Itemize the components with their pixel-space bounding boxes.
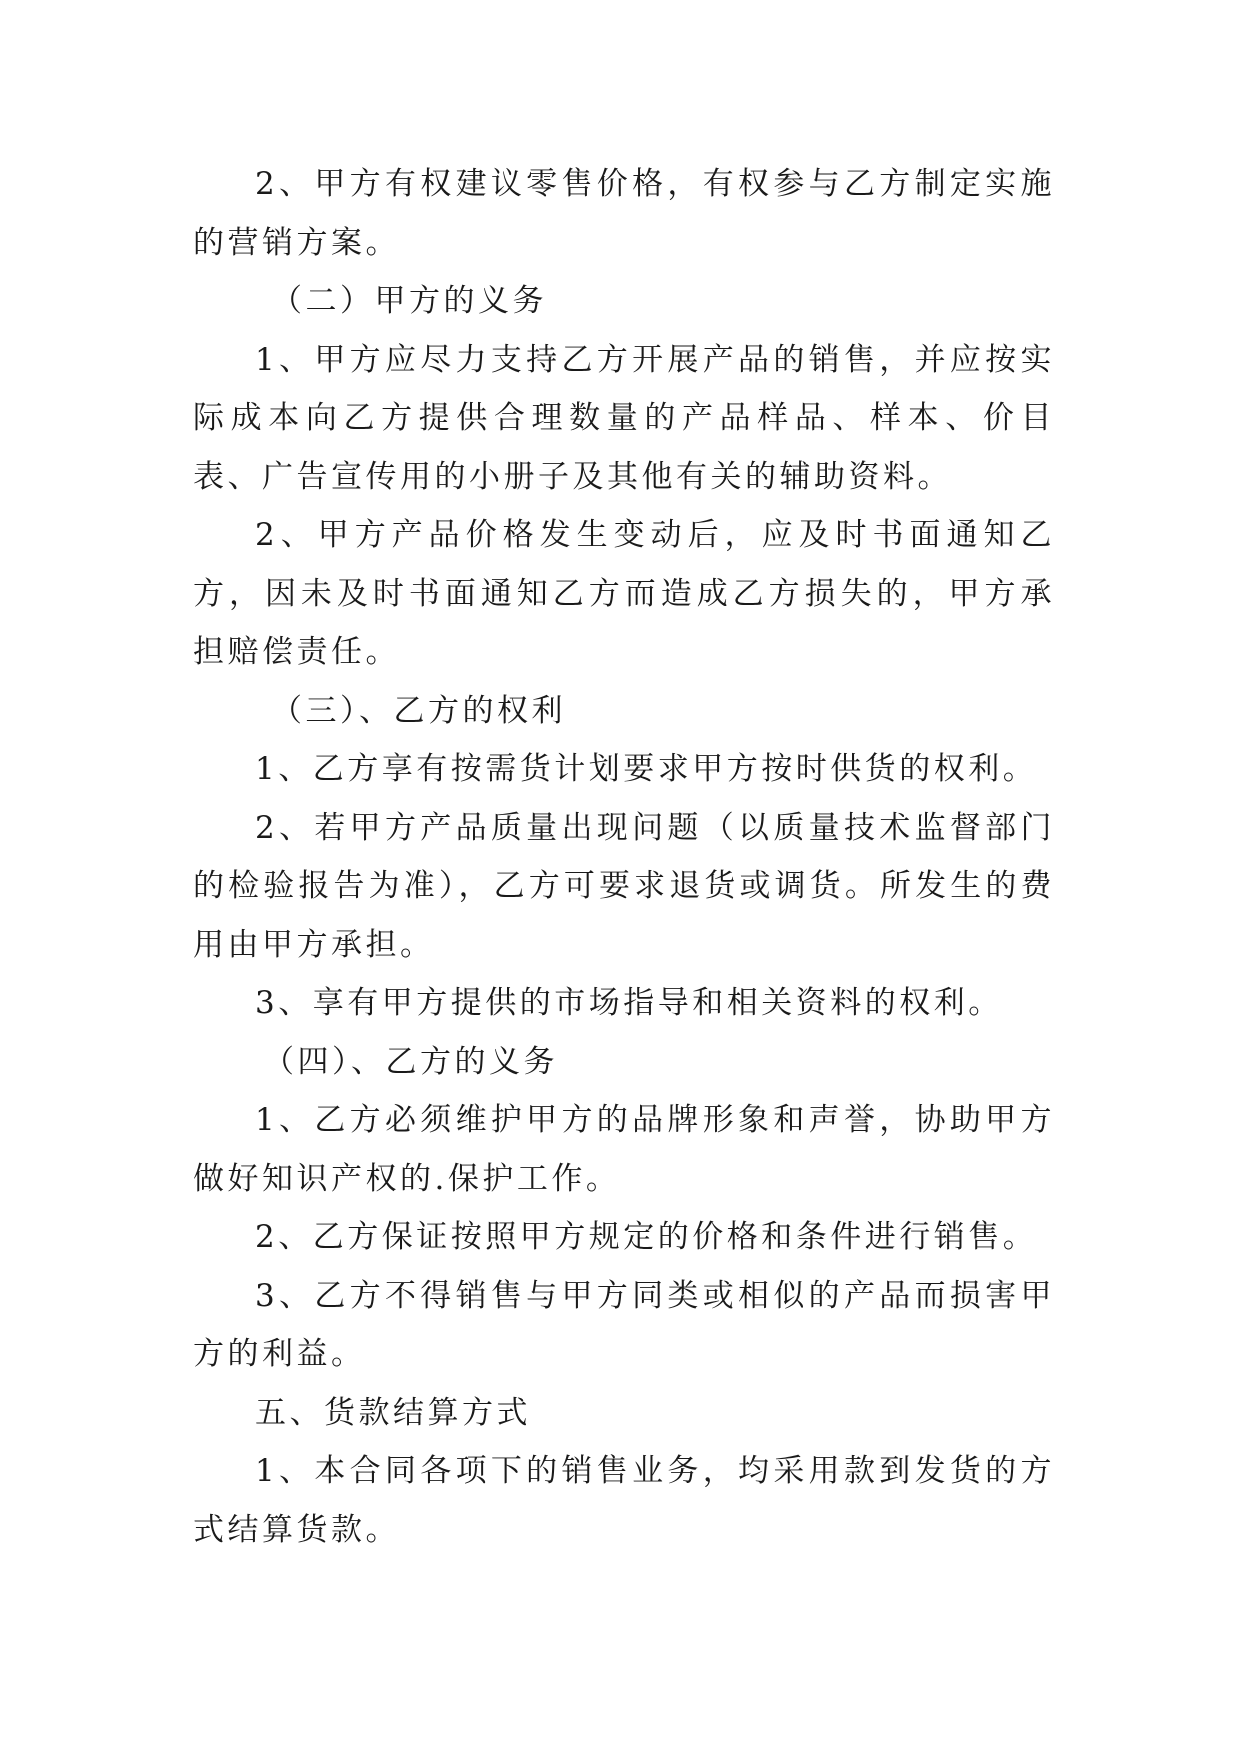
- paragraph-supply-on-time: 1、乙方享有按需货计划要求甲方按时供货的权利。: [255, 751, 1038, 787]
- section-heading-party-b-obligations: （四）、乙方的义务: [263, 1043, 558, 1080]
- section-heading-party-a-obligations: （二）甲方的义务: [271, 283, 547, 319]
- paragraph-quality-issue: 2、若甲方产品质量出现问题（以质量技术监督部门的检验报告为准），乙方可要求退货或调货。所发生的费用由甲方承担。: [193, 809, 1055, 963]
- paragraph-price-change-notice: 2、甲方产品价格发生变动后，应及时书面通知乙方，因未及时书面通知乙方而造成乙方损失的，甲方承担赔偿责任。: [193, 517, 1055, 670]
- document-page: [193, 155, 1055, 1559]
- paragraph-pricing-terms: 2、乙方保证按照甲方规定的价格和条件进行销售。: [255, 1219, 1038, 1255]
- paragraph-support-sales: 1、甲方应尽力支持乙方开展产品的销售，并应按实际成本向乙方提供合理数量的产品样品、样本、价目表、广告宣传用的小册子及其他有关的辅助资料。: [193, 341, 1055, 495]
- paragraph-brand-image: 1、乙方必须维护甲方的品牌形象和声誉，协助甲方做好知识产权的.保护工作。: [193, 1102, 1055, 1197]
- section-heading-payment-method: 五、货款结算方式: [255, 1394, 531, 1431]
- paragraph-payment-before-shipping: 1、本合同各项下的销售业务，均采用款到发货的方式结算货款。: [193, 1453, 1055, 1548]
- paragraph-market-guidance: 3、享有甲方提供的市场指导和相关资料的权利。: [255, 985, 1003, 1021]
- section-heading-party-b-rights: （三）、乙方的权利: [271, 692, 566, 729]
- paragraph-retail-price-right: 2、甲方有权建议零售价格，有权参与乙方制定实施的营销方案。: [193, 166, 1055, 261]
- paragraph-non-compete: 3、乙方不得销售与甲方同类或相似的产品而损害甲方的利益。: [193, 1277, 1055, 1372]
